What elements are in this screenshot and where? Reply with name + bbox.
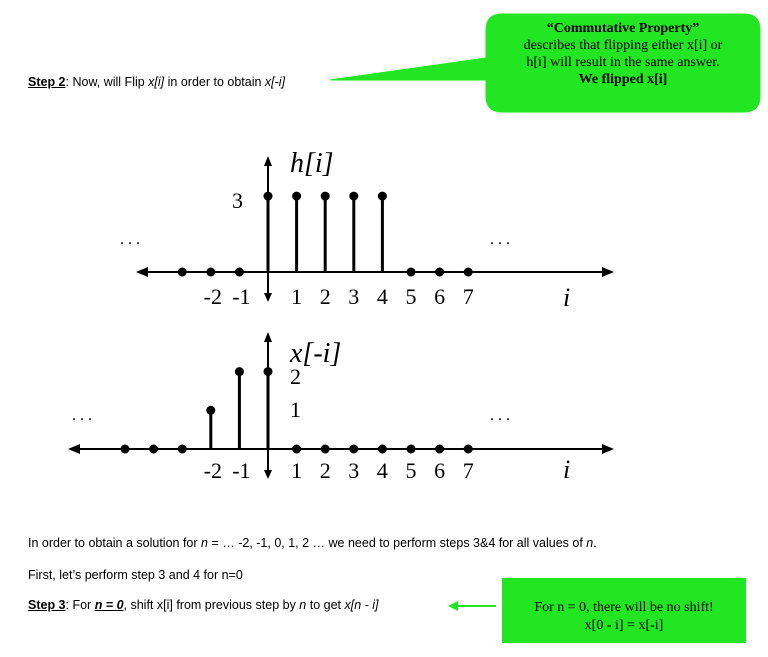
para1-n2: n	[586, 536, 594, 550]
stem-point	[121, 445, 130, 454]
tick-label: 5	[405, 458, 417, 483]
stem-point	[464, 445, 473, 454]
tick-label: 7	[462, 458, 474, 483]
stem-point	[178, 445, 187, 454]
tick-label: 2	[319, 458, 331, 483]
stem-point	[292, 445, 301, 454]
stem-point	[407, 445, 416, 454]
axis-label-i: i	[563, 455, 571, 484]
note-line2: x[0 - i] = x[-i]	[584, 618, 664, 633]
tick-label: 4	[376, 458, 388, 483]
function-label: h[i]	[290, 148, 334, 179]
plot-x	[68, 332, 614, 484]
tick-label: 5	[405, 284, 417, 309]
step2-text-c: in order to obtain	[164, 75, 265, 89]
ellipsis-right: . . .	[490, 231, 510, 248]
stem-point	[464, 268, 473, 277]
y-axis-arrow-up	[264, 332, 272, 342]
tick-label: 7	[462, 284, 474, 309]
tick-label: -1	[232, 284, 251, 309]
stem-point	[206, 406, 215, 415]
paragraph-2: First, let’s perform step 3 and 4 for n=0	[28, 568, 243, 582]
value-label: 2	[290, 364, 301, 389]
y-axis-arrow-down	[264, 293, 272, 302]
step3-a: : For	[65, 598, 95, 612]
stem-point	[206, 268, 215, 277]
tick-label: -2	[203, 458, 222, 483]
step3-b: , shift x[i] from previous step by	[123, 598, 300, 612]
paragraph-1	[28, 536, 597, 550]
stem-point	[235, 268, 244, 277]
stem-point	[264, 367, 273, 376]
step3-label: Step 3	[28, 598, 66, 612]
stem-point	[321, 192, 330, 201]
bubble-line3: We flipped x[i]	[578, 72, 668, 87]
step2-text-a: : Now, will Flip	[65, 75, 149, 89]
tick-label: 6	[434, 458, 446, 483]
tick-label: 1	[291, 284, 303, 309]
bubble-text	[490, 20, 756, 88]
step2-label: Step 2	[28, 75, 66, 89]
bubble-title: “Commutative Property”	[546, 21, 700, 36]
stem-point	[349, 445, 358, 454]
stem-point	[407, 268, 416, 277]
plot-h	[120, 148, 614, 312]
tick-label: 3	[348, 284, 360, 309]
step3-line	[28, 598, 379, 612]
note-arrow-head	[448, 601, 458, 611]
stem-point	[235, 367, 244, 376]
ellipsis-right: . . .	[490, 407, 510, 424]
bubble-line2: h[i] will result in the same answer.	[526, 55, 720, 70]
x-axis-arrow-left	[68, 444, 80, 454]
step3-d: x[n - i]	[344, 598, 379, 612]
ellipsis-left: . . .	[72, 407, 92, 424]
tick-label: 1	[291, 458, 303, 483]
step2-text-d: x[-i]	[264, 75, 286, 89]
tick-label: 2	[319, 284, 331, 309]
step3-n0: n = 0	[94, 598, 124, 612]
stem-point	[349, 192, 358, 201]
tick-label: 4	[376, 284, 388, 309]
stem-point	[378, 192, 387, 201]
axis-label-i: i	[563, 283, 571, 312]
para1-n1: n	[201, 536, 208, 550]
note-line1: For n = 0, there will be no shift!	[534, 600, 714, 615]
tick-label: -2	[203, 284, 222, 309]
para1-b: = … -2, -1, 0, 1, 2 … we need to perform steps 3&4 for all values of	[207, 536, 587, 550]
stem-point	[321, 445, 330, 454]
value-label: 1	[290, 397, 301, 422]
stem-point	[435, 445, 444, 454]
stem-point	[435, 268, 444, 277]
stem-point	[292, 192, 301, 201]
tick-label: 6	[434, 284, 446, 309]
para1-c: .	[593, 536, 597, 550]
step3-n: n	[299, 598, 307, 612]
tick-label: -1	[232, 458, 251, 483]
value-label: 3	[232, 188, 243, 213]
bubble-line1: describes that flipping either x[i] or	[523, 38, 723, 53]
x-axis-arrow-right	[602, 267, 614, 277]
y-axis-arrow-down	[264, 470, 272, 479]
function-label: x[-i]	[290, 338, 342, 369]
step3-c: to get	[306, 598, 345, 612]
stem-point	[149, 445, 158, 454]
step2-text-b: x[i]	[148, 75, 165, 89]
para1-a: In order to obtain a solution for	[28, 536, 202, 550]
stem-point	[178, 268, 187, 277]
stem-point	[378, 445, 387, 454]
tick-label: 3	[348, 458, 360, 483]
note-text	[502, 599, 746, 635]
x-axis-arrow-left	[136, 267, 148, 277]
x-axis-arrow-right	[602, 444, 614, 454]
ellipsis-left: . . .	[120, 231, 140, 248]
stem-point	[264, 192, 273, 201]
y-axis-arrow-up	[264, 156, 272, 166]
